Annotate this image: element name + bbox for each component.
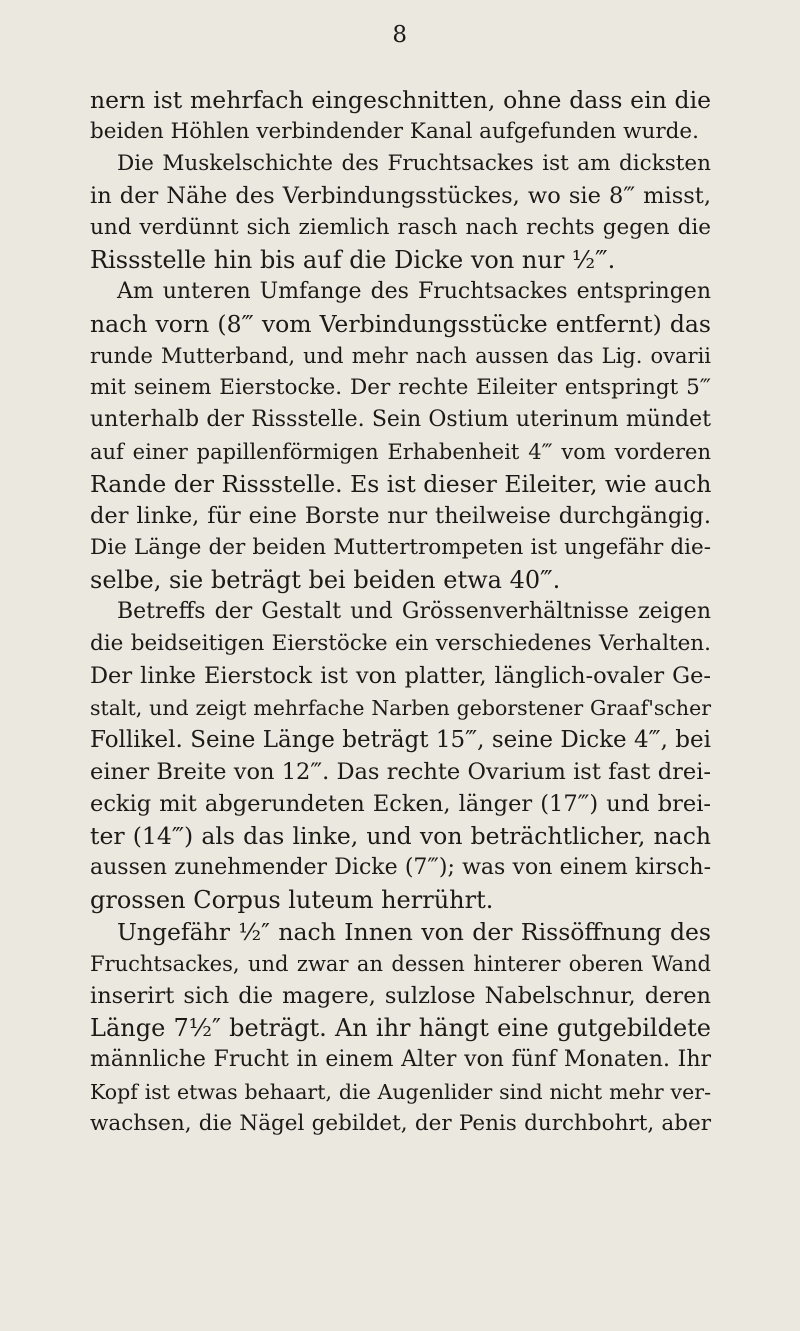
text-line: inserirt sich die magere, sulzlose Nabelschnur, deren xyxy=(90,983,711,1009)
text-line: Länge 7½″ beträgt. An ihr hängt eine gutgebildete xyxy=(90,1014,711,1042)
text-line: aussen zunehmender Dicke (7‴); was von einem kirsch- xyxy=(90,855,711,880)
text-line: der linke, für eine Borste nur theilweise durchgängig. xyxy=(90,503,711,529)
text-line: Der linke Eierstock ist von platter, länglich-ovaler Ge- xyxy=(90,663,711,689)
text-line: männliche Frucht in einem Alter von fünf Monaten. Ihr xyxy=(90,1047,711,1072)
text-line: runde Mutterband, und mehr nach aussen das Lig. ovarii xyxy=(90,344,711,368)
text-line: Rissstelle hin bis auf die Dicke von nur ½‴. xyxy=(90,246,616,274)
text-line: ter (14‴) als das linke, und von beträchtlicher, nach xyxy=(90,822,711,850)
text-line: eckig mit abgerundeten Ecken, länger (17‴) und brei- xyxy=(90,791,711,817)
text-line: Die Muskelschichte des Fruchtsackes ist am dicksten xyxy=(117,151,711,176)
text-line: Die Länge der beiden Muttertrompeten ist ungefähr die- xyxy=(90,535,711,560)
text-line: wachsen, die Nägel gebildet, der Penis durchbohrt, aber xyxy=(90,1111,711,1136)
text-line: Follikel. Seine Länge beträgt 15‴, seine Dicke 4‴, bei xyxy=(90,727,711,753)
text-line: Kopf ist etwas behaart, die Augenlider sind nicht mehr ver- xyxy=(90,1080,711,1104)
text-line: beiden Höhlen verbindender Kanal aufgefunden wurde. xyxy=(90,119,699,144)
text-line: einer Breite von 12‴. Das rechte Ovarium ist fast drei- xyxy=(90,759,711,785)
text-line: die beidseitigen Eierstöcke ein verschiedenes Verhalten. xyxy=(90,631,711,656)
page-number: 8 xyxy=(392,22,408,48)
text-line: nach vorn (8‴ vom Verbindungsstücke entfernt) das xyxy=(90,310,711,338)
text-line: Betreffs der Gestalt und Grössenverhältnisse zeigen xyxy=(117,599,711,624)
text-line: unterhalb der Rissstelle. Sein Ostium uterinum mündet xyxy=(90,407,711,432)
text-line: nern ist mehrfach eingeschnitten, ohne dass ein die xyxy=(90,86,711,114)
text-line: mit seinem Eierstocke. Der rechte Eileiter entspringt 5‴ xyxy=(90,375,711,400)
text-line: Rande der Rissstelle. Es ist dieser Eileiter, wie auch xyxy=(90,470,712,498)
text-line: Ungefähr ½″ nach Innen von der Rissöffnung des xyxy=(117,918,711,946)
text-line: stalt, und zeigt mehrfache Narben geborstener Graaf'scher xyxy=(90,696,711,720)
text-line: Fruchtsackes, und zwar an dessen hinterer oberen Wand xyxy=(90,952,711,976)
text-line: auf einer papillenförmigen Erhabenheit 4‴ vom vorderen xyxy=(90,440,711,464)
text-line: grossen Corpus luteum herrührt. xyxy=(90,886,494,914)
text-line: selbe, sie beträgt bei beiden etwa 40‴. xyxy=(90,566,561,594)
text-line: Am unteren Umfange des Fruchtsackes entspringen xyxy=(117,279,711,304)
text-line: und verdünnt sich ziemlich rasch nach rechts gegen die xyxy=(90,215,711,240)
text-line: in der Nähe des Verbindungsstückes, wo sie 8‴ misst, xyxy=(90,183,711,209)
